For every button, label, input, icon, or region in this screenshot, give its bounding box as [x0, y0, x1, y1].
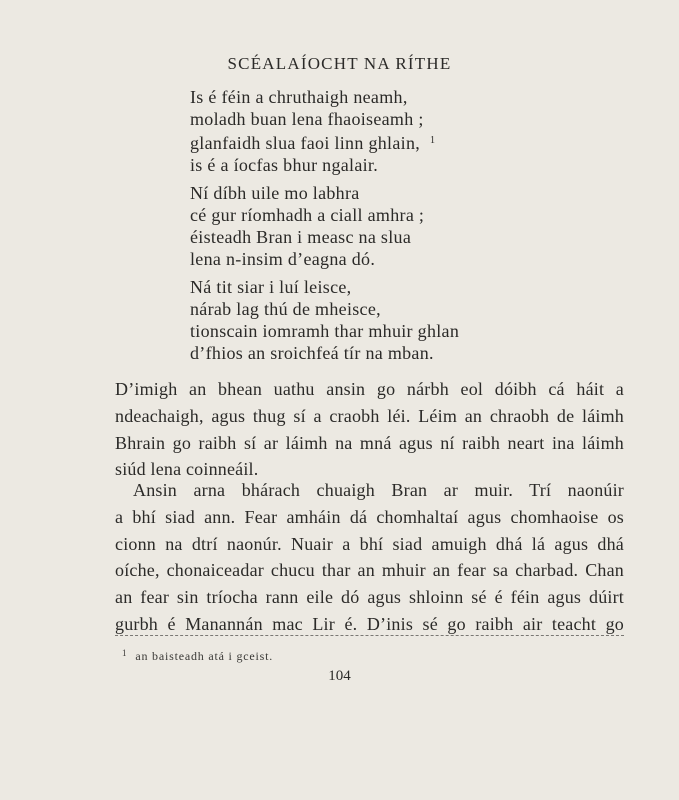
verse-line-text: glanfaidh slua faoi linn ghlain, [190, 133, 421, 153]
footnote-text: an baisteadh atá i gceist. [135, 649, 274, 663]
verse-line: d’fhios an sroichfeá tír na mban. [190, 343, 434, 363]
verse-line: Is é féin a chruthaigh neamh, [190, 87, 408, 107]
footnote-divider [115, 635, 624, 636]
prose-line: ndeachaigh, agus thug sí a craobh léi. Léim an chraobh de láimh [115, 405, 624, 426]
verse-line: is é a íocfas bhur ngalair. [190, 155, 379, 175]
footnote-reference: 1 [430, 135, 436, 146]
verse-line: lena n-insim d’eagna dó. [190, 249, 376, 269]
prose-line: a bhí siad ann. Fear amháin dá chomhaltaí agus chomhaoise os [115, 506, 624, 527]
verse-line: Ná tit siar i luí leisce, [190, 277, 352, 297]
footnote [122, 648, 273, 664]
verse-line: cé gur ríomhadh a ciall amhra ; [190, 205, 425, 225]
verse-line: Ní díbh uile mo labhra [190, 183, 360, 203]
running-head: SCÉALAÍOCHT NA RÍTHE [227, 54, 452, 73]
verse-line [190, 130, 620, 154]
prose-line: an fear sin tríocha rann eile dó agus shloinn sé é féin agus dúirt [115, 587, 624, 608]
prose-line: gurbh é Manannán mac Lir é. D’inis sé go raibh air teacht go [115, 613, 624, 634]
verse-stanza-1 [190, 86, 620, 176]
footnote-marker: 1 [122, 648, 128, 658]
verse-stanza-2 [190, 182, 620, 270]
prose-line: oíche, chonaiceadar chucu thar an mhuir an fear sa charbad. Chan [115, 560, 624, 581]
prose-paragraph-2 [115, 477, 624, 638]
verse-line: nárab lag thú de mheisce, [190, 299, 381, 319]
prose-line: D’imigh an bhean uathu ansin go nárbh eol dóibh cá háit a [115, 379, 624, 399]
page-number: 104 [328, 668, 351, 684]
prose-line: Ansin arna bhárach chuaigh Bran ar muir. Trí naonúir [133, 480, 624, 500]
verse-stanza-3 [190, 276, 620, 364]
prose-line: cionn na dtrí naonúr. Nuair a bhí siad amuigh dhá lá agus dhá [115, 533, 624, 554]
verse-line: moladh buan lena fhaoiseamh ; [190, 109, 424, 129]
verse-line: tionscain iomramh thar mhuir ghlan [190, 321, 460, 341]
verse-line: éisteadh Bran i measc na slua [190, 227, 412, 247]
prose-line: Bhrain go raibh sí ar láimh na mná agus ní raibh neart ina láimh [115, 432, 624, 453]
prose-line: siúd lena coinneáil. [115, 459, 259, 480]
prose-paragraph-1 [115, 376, 624, 483]
